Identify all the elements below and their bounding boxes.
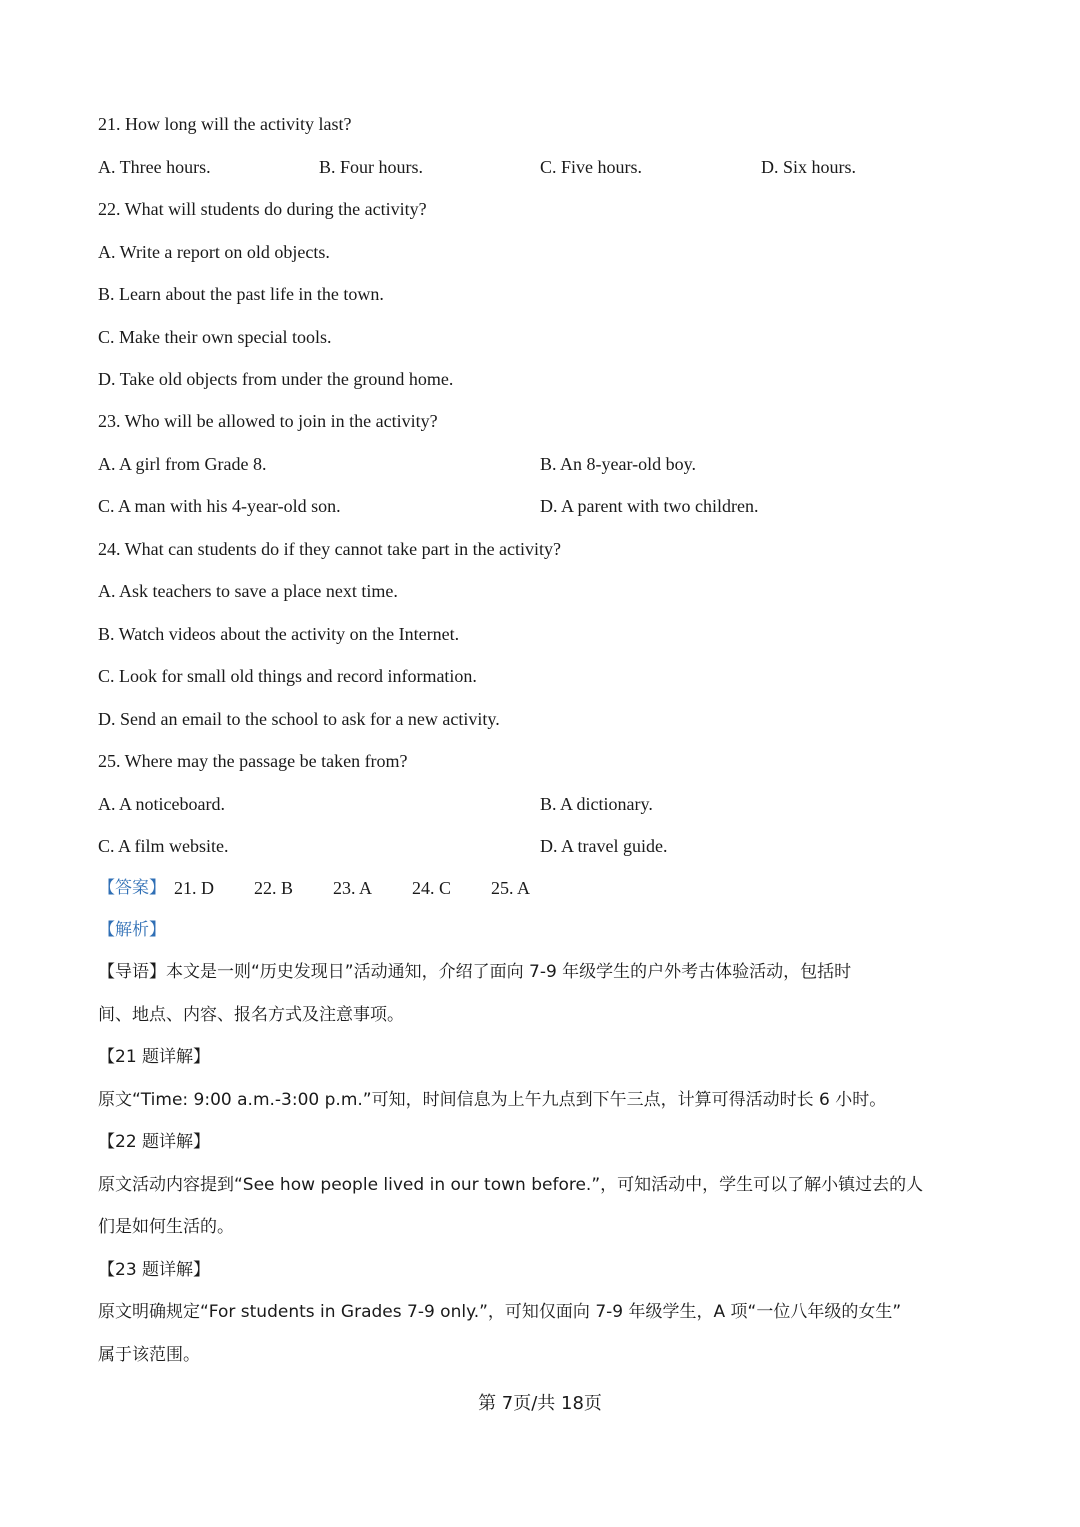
q21-option-d: D. Six hours. [761, 157, 857, 177]
detail-23-heading: 【23 题详解】 [98, 1260, 211, 1280]
q22-option-b: B. Learn about the past life in the town. [98, 284, 384, 304]
q23-option-d: D. A parent with two children. [540, 496, 759, 516]
q22-option-c: C. Make their own special tools. [98, 327, 332, 347]
answer-24: 24. C [412, 878, 452, 898]
q21-option-a: A. Three hours. [98, 157, 211, 177]
detail-22-heading: 【22 题详解】 [98, 1132, 211, 1152]
answer-key [98, 876, 998, 900]
q25-option-b: B. A dictionary. [540, 794, 653, 814]
q25-options-row2 [98, 834, 998, 858]
question-23: 23. Who will be allowed to join in the activity? [98, 411, 438, 431]
q24-option-c: C. Look for small old things and record information. [98, 666, 477, 686]
question-21: 21. How long will the activity last? [98, 114, 352, 134]
q24-option-a: A. Ask teachers to save a place next time. [98, 581, 398, 601]
q24-option-b: B. Watch videos about the activity on the Internet. [98, 624, 460, 644]
q25-options-row1 [98, 792, 998, 816]
q23-option-b: B. An 8-year-old boy. [540, 454, 696, 474]
q24-option-d: D. Send an email to the school to ask for a new activity. [98, 709, 500, 729]
answer-25: 25. A [491, 878, 531, 898]
q23-options-row2 [98, 494, 998, 518]
intro-line-1: 【导语】本文是一则“历史发现日”活动通知，介绍了面向 7-9 年级学生的户外考古体验活动，包括时 [98, 962, 852, 982]
q25-option-a: A. A noticeboard. [98, 794, 225, 814]
analysis-label: 【解析】 [98, 920, 166, 940]
q23-option-c: C. A man with his 4-year-old son. [98, 496, 341, 516]
detail-21-text: 原文“Time: 9:00 a.m.-3:00 p.m.”可知，时间信息为上午九点到下午三点，计算可得活动时长 6 小时。 [98, 1090, 887, 1110]
question-24: 24. What can students do if they cannot take part in the activity? [98, 539, 562, 559]
detail-21-heading: 【21 题详解】 [98, 1047, 211, 1067]
q23-options-row1 [98, 452, 998, 476]
answer-label: 【答案】 [98, 878, 166, 898]
intro-line-2: 间、地点、内容、报名方式及注意事项。 [98, 1005, 404, 1025]
q25-option-d: D. A travel guide. [540, 836, 668, 856]
q25-option-c: C. A film website. [98, 836, 229, 856]
answer-23: 23. A [333, 878, 373, 898]
q21-options [98, 155, 998, 179]
answer-22: 22. B [254, 878, 294, 898]
q21-option-b: B. Four hours. [319, 157, 424, 177]
detail-22-text-1: 原文活动内容提到“See how people lived in our town before.”，可知活动中，学生可以了解小镇过去的人 [98, 1175, 924, 1195]
detail-22-text-2: 们是如何生活的。 [98, 1217, 234, 1237]
detail-23-text-2: 属于该范围。 [98, 1345, 200, 1365]
q22-option-a: A. Write a report on old objects. [98, 242, 330, 262]
q22-option-d: D. Take old objects from under the ground home. [98, 369, 454, 389]
page-number: 第 7页/共 18页 [478, 1393, 602, 1414]
q21-option-c: C. Five hours. [540, 157, 643, 177]
question-25: 25. Where may the passage be taken from? [98, 751, 408, 771]
q23-option-a: A. A girl from Grade 8. [98, 454, 267, 474]
answer-21: 21. D [174, 878, 214, 898]
question-22: 22. What will students do during the activity? [98, 199, 427, 219]
detail-23-text-1: 原文明确规定“For students in Grades 7-9 only.”，可知仅面向 7-9 年级学生，A 项“一位八年级的女生” [98, 1302, 902, 1322]
